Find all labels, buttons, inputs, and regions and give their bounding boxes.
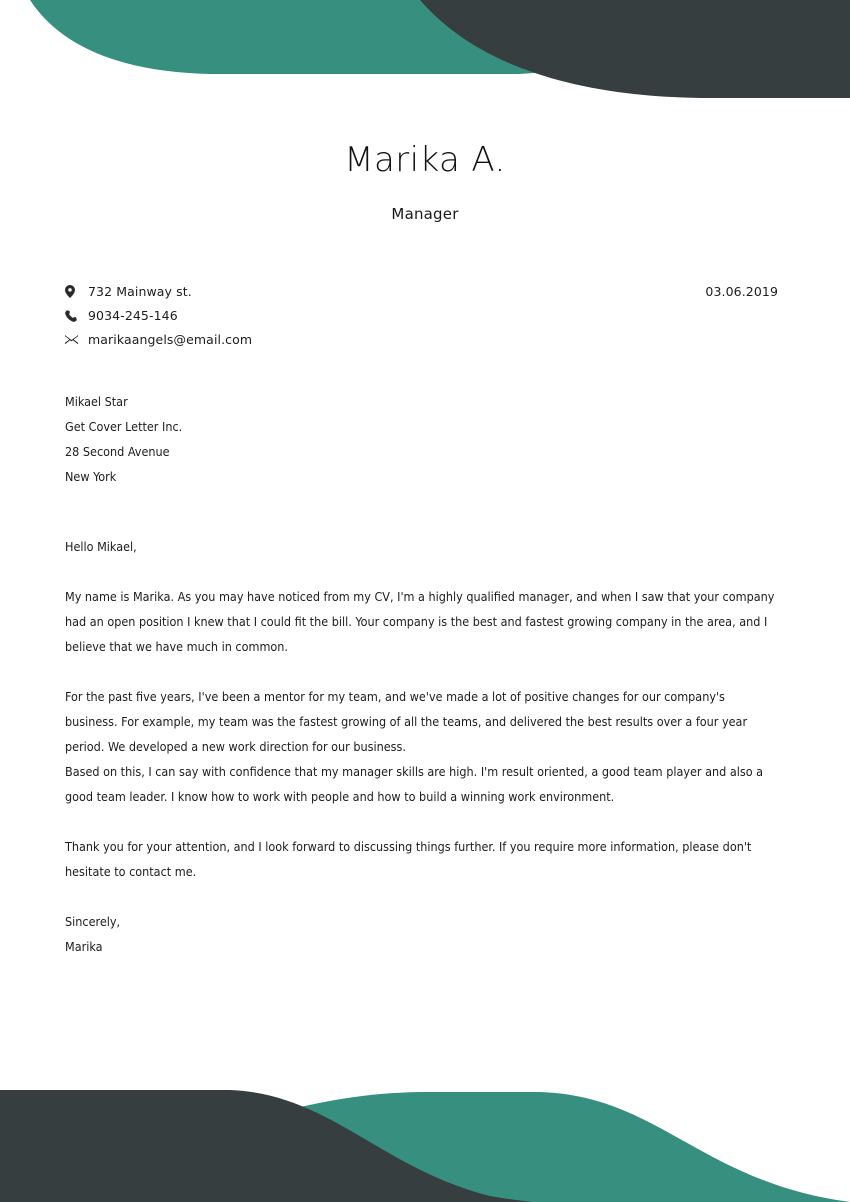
letter-body bbox=[65, 534, 781, 959]
contact-and-date-row bbox=[65, 284, 778, 347]
recipient-street: 28 Second Avenue bbox=[65, 444, 170, 459]
body-paragraph-1: My name is Marika. As you may have noticed from my CV, I'm a highly qualified manager, and when I saw that your company had an open position I knew that I could fit the bill. Your company is the best and fastest growing company in the area, and I believe that we have much in common. bbox=[65, 589, 775, 654]
salutation: Hello Mikael, bbox=[65, 539, 137, 554]
header-dark-wave bbox=[420, 0, 850, 98]
header-decoration bbox=[0, 0, 850, 105]
recipient-city: New York bbox=[65, 469, 117, 484]
signature-name: Marika bbox=[65, 939, 103, 954]
contact-phone-text: 9034-245-146 bbox=[88, 308, 178, 323]
contact-item-email bbox=[65, 332, 252, 347]
identity-block bbox=[0, 142, 850, 223]
contact-item-phone bbox=[65, 308, 252, 323]
body-paragraph-2: For the past five years, I've been a mentor for my team, and we've made a lot of positive changes for our company's business. For example, my team was the fastest growing of all the teams, and delivered the best results over a four year period. We developed a new work direction for our business. bbox=[65, 689, 748, 754]
recipient-name: Mikael Star bbox=[65, 394, 128, 409]
footer-decoration bbox=[0, 1072, 850, 1202]
contact-email-text: marikaangels@email.com bbox=[88, 332, 253, 347]
phone-icon bbox=[65, 310, 83, 322]
applicant-job-title: Manager bbox=[391, 205, 459, 224]
map-pin-icon bbox=[65, 285, 83, 298]
applicant-name: Marika A. bbox=[344, 140, 506, 180]
envelope-icon bbox=[65, 335, 83, 344]
letter-date: 03.06.2019 bbox=[705, 284, 778, 299]
body-paragraph-4: Thank you for your attention, and I look forward to discussing things further. If you require more information, please don't hesitate to contact me. bbox=[65, 839, 752, 879]
contact-address-text: 732 Mainway st. bbox=[88, 284, 192, 299]
signoff-block bbox=[65, 884, 781, 959]
contact-list bbox=[65, 284, 252, 347]
closing-text: Sincerely, bbox=[65, 914, 121, 929]
body-paragraph-3: Based on this, I can say with confidence that my manager skills are high. I'm result oriented, a good team player and also a good team leader. I know how to work with people and how to build a winning work environment. bbox=[65, 764, 764, 804]
recipient-block bbox=[65, 389, 465, 489]
contact-item-address bbox=[65, 284, 252, 299]
recipient-company: Get Cover Letter Inc. bbox=[65, 419, 183, 434]
